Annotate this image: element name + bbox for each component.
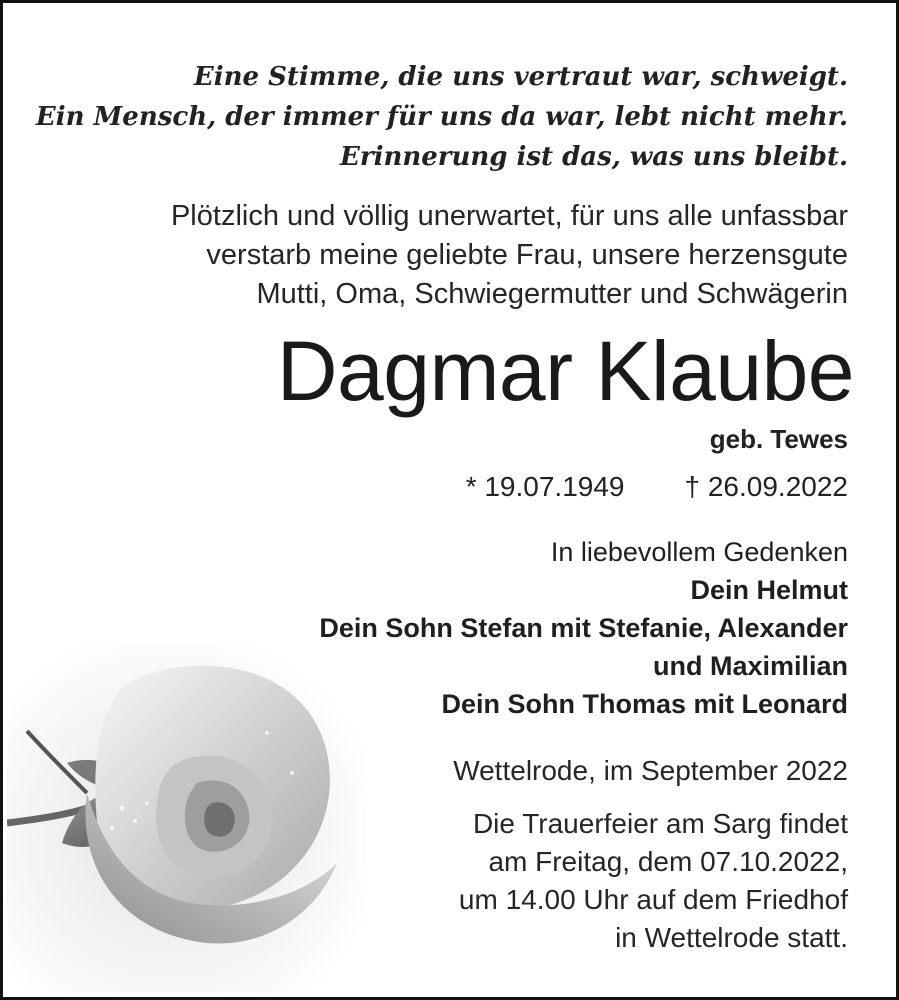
mourner-line: und Maximilian (652, 651, 848, 681)
place-and-date: Wettelrode, im September 2022 (453, 755, 848, 786)
mourner-line: Dein Helmut (690, 575, 848, 605)
memorial-verse (36, 57, 848, 177)
verse-line: Eine Stimme, die uns vertraut war, schweigt. (193, 62, 848, 92)
life-dates (466, 467, 848, 507)
deceased-name: Dagmar Klaube (276, 324, 854, 418)
service-line: um 14.00 Uhr auf dem Friedhof (458, 884, 848, 915)
funeral-service-info (459, 805, 848, 957)
mourner-line: Dein Sohn Stefan mit Stefanie, Alexander (319, 613, 848, 643)
service-line: Die Trauerfeier am Sarg findet (472, 808, 848, 839)
mourners-list (319, 533, 848, 723)
verse-line: Erinnerung ist das, was uns bleibt. (340, 142, 848, 172)
death-date: † 26.09.2022 (684, 471, 848, 502)
service-line: in Wettelrode statt. (615, 922, 848, 953)
announcement-intro (171, 197, 848, 314)
mourner-line: Dein Sohn Thomas mit Leonard (441, 689, 848, 719)
maiden-name: geb. Tewes (709, 424, 848, 454)
birth-date: * 19.07.1949 (465, 471, 625, 502)
intro-line: Plötzlich und völlig unerwartet, für uns alle unfassbar (170, 200, 848, 232)
intro-line: verstarb meine geliebte Frau, unsere herzensgute (206, 239, 848, 271)
service-line: am Freitag, dem 07.10.2022, (488, 846, 848, 877)
verse-line: Ein Mensch, der immer für uns da war, lebt nicht mehr. (35, 102, 848, 132)
mourners-intro: In liebevollem Gedenken (550, 537, 848, 567)
intro-line: Mutti, Oma, Schwiegermutter und Schwägerin (256, 278, 848, 310)
white-rose-icon (7, 643, 367, 993)
